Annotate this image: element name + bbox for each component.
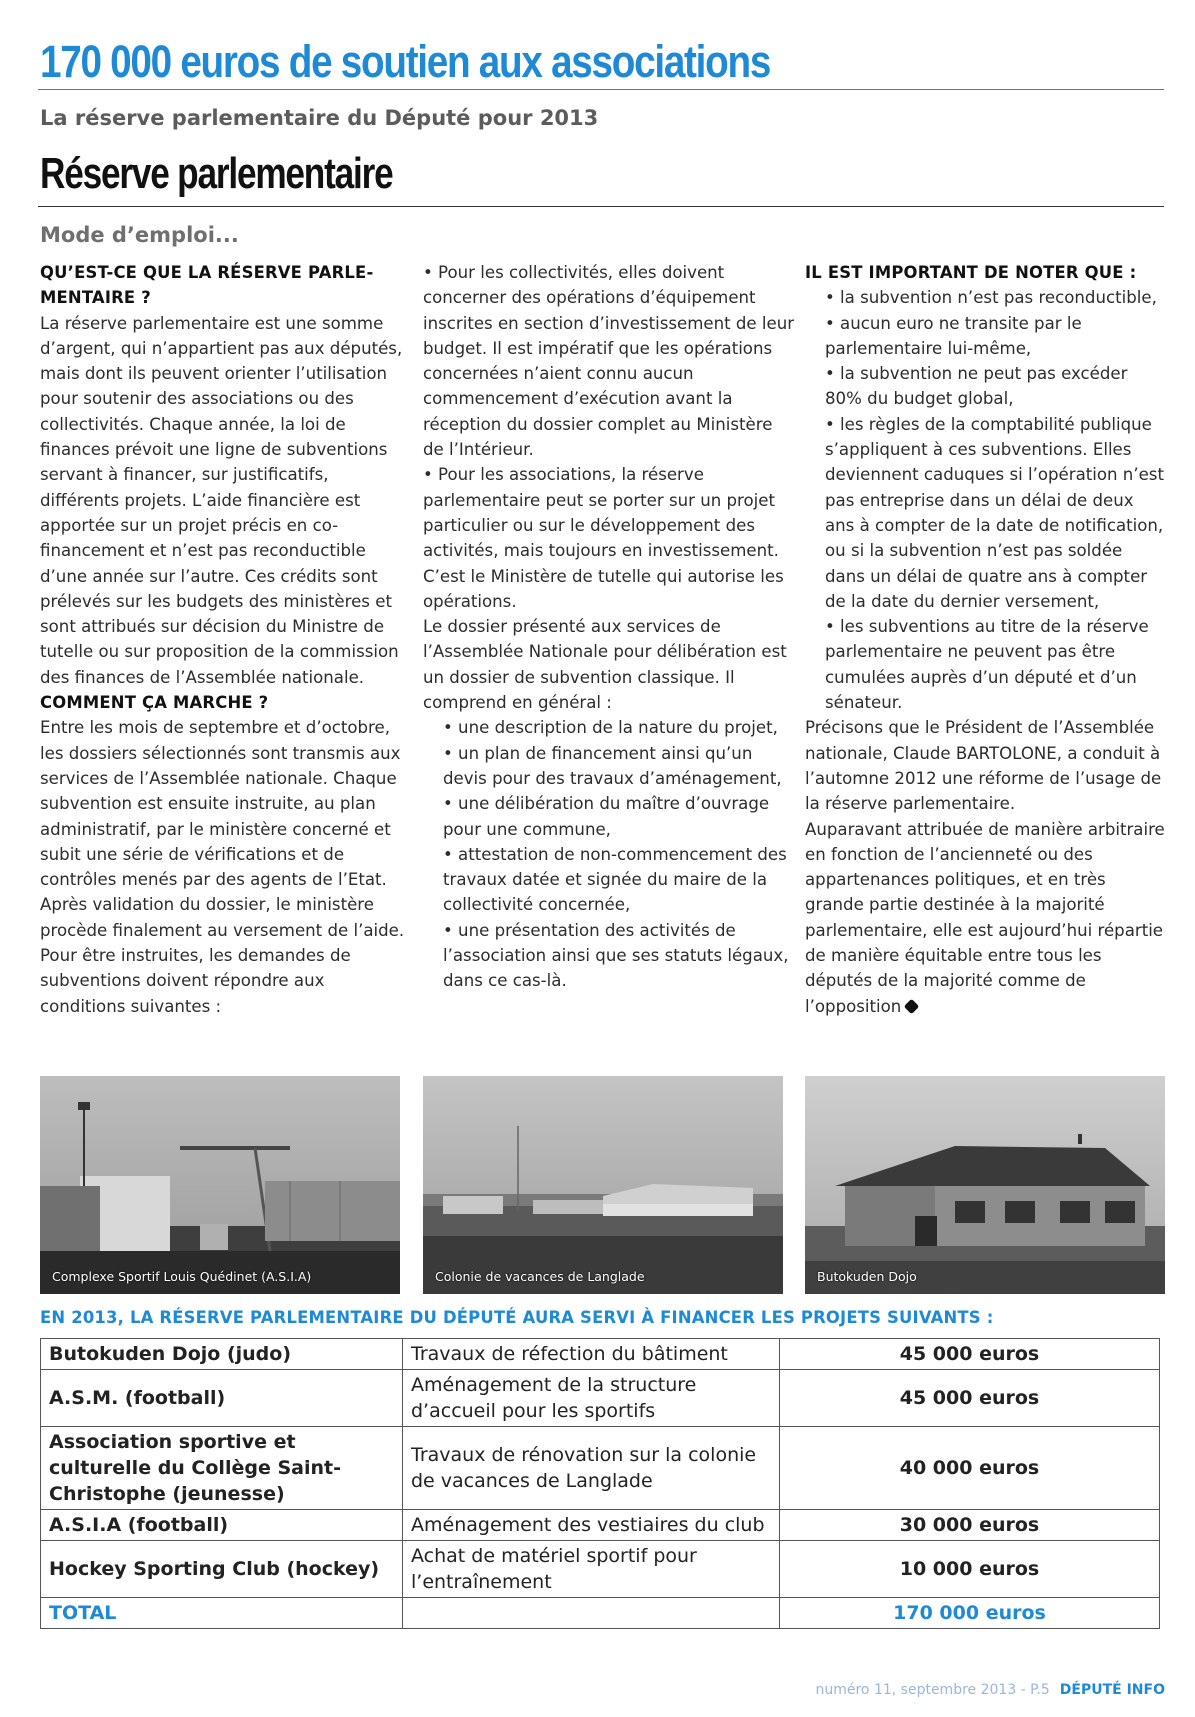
column-2	[423, 260, 798, 994]
table-heading: EN 2013, LA RÉSERVE PARLEMENTAIRE DU DÉPUTÉ AURA SERVI À FINANCER LES PROJETS SUIVANTS :	[40, 1308, 994, 1327]
column-1	[40, 260, 405, 1019]
project-amount: 45 000 euros	[780, 1370, 1160, 1427]
list-item: • aucun euro ne transite par le parlementaire lui-même,	[825, 313, 1082, 358]
bullet-collectivites: • Pour les collectivités, elles doivent concerner des opérations d’équipement inscrites en section d’investissement de leur budget. Il est impératif que les opérations concernées n’aient connu aucun commencement d’exécution avant la réception du dossier complet au Ministère de l’Intérieur.	[423, 263, 795, 460]
list-item: • les subventions au titre de la réserve parlementaire ne peuvent pas être cumulées auprès d’un député et d’un sénateur.	[825, 617, 1149, 713]
table-row	[41, 1427, 1160, 1510]
table-total-row	[41, 1598, 1160, 1629]
list-item: • une description de la nature du projet,	[443, 718, 778, 738]
photo-butokuden-dojo-image	[805, 1076, 1165, 1294]
table-row	[41, 1510, 1160, 1541]
heading-important: IL EST IMPORTANT DE NOTER QUE :	[805, 263, 1137, 282]
heading-how-it-works: COMMENT ÇA MARCHE ?	[40, 693, 269, 713]
paragraph-distribution-text: Auparavant attribuée de manière arbitraire en fonction de l’ancienneté ou des appartenances politiques, et en très grande partie destinée à la majorité parlementaire, elle est aujourd’hui répartie de manière équitable entre tous les députés de la majorité comme de l’opposition	[805, 819, 1165, 1016]
list-item: • les règles de la comptabilité publique s’appliquent à ces subventions. Elles deviennent caduques si l’opération n’est pas entreprise dans un délai de deux ans à compter de la date de notification, ou si la subvention n’est pas soldée dans un délai de quatre ans à compter de la date du dernier versement,	[825, 414, 1164, 611]
paragraph-process: Entre les mois de septembre et d’octobre, les dossiers sélectionnés sont transmis aux services de l’Assemblée nationale. Chaque subvention est ensuite instruite, au plan administratif, par le ministère concerné et subit une série de vérifications et de contrôles menés par des agents de l’Etat. Après validation du dossier, le ministère procède finalement au versement de l’aide.	[40, 718, 405, 940]
project-description: Achat de matériel sportif pour l’entraînement	[403, 1541, 780, 1598]
list-item: • une délibération du maître d’ouvrage pour une commune,	[443, 794, 770, 839]
project-description: Aménagement des vestiaires du club	[403, 1510, 780, 1541]
page-subtitle: La réserve parlementaire du Député pour 2013	[40, 106, 599, 130]
projects-table	[40, 1338, 1160, 1629]
table-row	[41, 1339, 1160, 1370]
paragraph-reform: Précisons que le Président de l’Assemblée nationale, Claude BARTOLONE, a conduit à l’automne 2012 une réforme de l’usage de la réserve parlementaire.	[805, 718, 1162, 814]
project-name: A.S.I.A (football)	[41, 1510, 403, 1541]
project-name: Butokuden Dojo (judo)	[41, 1339, 403, 1370]
paragraph-definition: La réserve parlementaire est une somme d’argent, qui n’appartient pas aux députés, mais dont ils peuvent orienter l’utilisation pour soutenir des associations ou des collectivités. Chaque année, la loi de finances prévoit une ligne de subventions servant à financer, sur justificatifs, différents projets. L’aide financière est apportée sur un projet précis en co-financement et n’est pas reconductible d’une année sur l’autre. Ces crédits sont prélevés sur les budgets des ministères et sont attribués sur décision du Ministre de tutelle ou sur proposition de la commission des finances de l’Assemblée nationale.	[40, 313, 403, 687]
page-footer	[815, 1682, 1165, 1698]
bullet-associations: • Pour les associations, la réserve parlementaire peut se porter sur un projet particulier ou sur le développement des activités, mais toujours en investissement. C’est le Ministère de tutelle qui autorise les opérations.	[423, 465, 784, 611]
project-amount: 45 000 euros	[780, 1339, 1160, 1370]
project-name: A.S.M. (football)	[41, 1370, 403, 1427]
paragraph-conditions: Pour être instruites, les demandes de subventions doivent répondre aux conditions suivantes :	[40, 946, 351, 1016]
page-title: 170 000 euros de soutien aux associations	[40, 36, 771, 87]
table-row	[41, 1370, 1160, 1427]
photo-colonie-langlade	[423, 1076, 783, 1294]
paragraph-dossier: Le dossier présenté aux services de l’Assemblée Nationale pour délibération est un dossier de subvention classique. Il comprend en général :	[423, 617, 787, 713]
photo-caption: Butokuden Dojo	[817, 1269, 917, 1284]
photo-caption: Colonie de vacances de Langlade	[435, 1269, 645, 1284]
project-description: Travaux de réfection du bâtiment	[403, 1339, 780, 1370]
mode-heading: Mode d’emploi...	[40, 223, 239, 247]
project-amount: 10 000 euros	[780, 1541, 1160, 1598]
list-item: • la subvention ne peut pas excéder 80% du budget global,	[825, 364, 1128, 409]
total-amount: 170 000 euros	[780, 1598, 1160, 1629]
table-row	[41, 1541, 1160, 1598]
paragraph-distribution	[805, 817, 1165, 1019]
footer-magazine: DÉPUTÉ INFO	[1059, 1682, 1165, 1698]
list-item: • la subvention n’est pas reconductible,	[825, 288, 1157, 308]
photo-complexe-sportif-image	[40, 1076, 400, 1294]
photo-caption: Complexe Sportif Louis Quédinet (A.S.I.A)	[52, 1269, 312, 1284]
photo-colonie-langlade-image	[423, 1076, 783, 1294]
project-name: Hockey Sporting Club (hockey)	[41, 1541, 403, 1598]
heading-what-is: QU’EST-CE QUE LA RÉSERVE PARLE-MENTAIRE ?	[40, 263, 374, 308]
project-amount: 40 000 euros	[780, 1427, 1160, 1510]
photo-butokuden-dojo	[805, 1076, 1165, 1294]
project-description: Aménagement de la structure d’accueil pour les sportifs	[403, 1370, 780, 1427]
end-mark-icon	[904, 998, 920, 1014]
column-3	[805, 260, 1165, 1019]
list-item: • attestation de non-commencement des travaux datée et signée du maire de la collectivité concernée,	[443, 844, 787, 915]
project-amount: 30 000 euros	[780, 1510, 1160, 1541]
section-rule	[38, 206, 1164, 207]
photo-complexe-sportif	[40, 1076, 400, 1294]
list-item: • un plan de financement ainsi qu’un devis pour des travaux d’aménagement,	[443, 743, 782, 788]
project-description: Travaux de rénovation sur la colonie de vacances de Langlade	[403, 1427, 780, 1510]
total-empty-cell	[403, 1598, 780, 1629]
projects-table-body	[41, 1339, 1160, 1629]
title-rule	[38, 89, 1164, 90]
list-item: • une présentation des activités de l’association ainsi que ses statuts légaux, dans ce cas-là.	[443, 920, 789, 991]
footer-issue: numéro 11, septembre 2013 - P.5	[815, 1682, 1050, 1698]
project-name: Association sportive et culturelle du Collège Saint-Christophe (jeunesse)	[41, 1427, 403, 1510]
section-title: Réserve parlementaire	[40, 149, 393, 198]
total-label: TOTAL	[41, 1598, 403, 1629]
